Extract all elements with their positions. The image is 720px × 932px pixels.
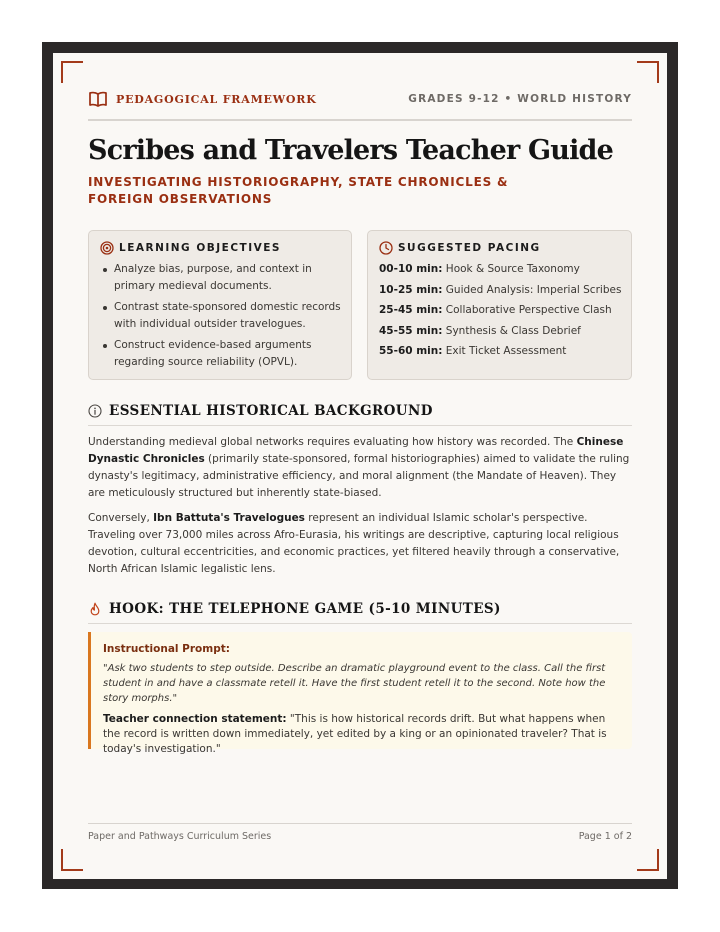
header-divider: [88, 119, 632, 121]
hook-section-header: [88, 601, 632, 624]
page-title: Scribes and Travelers Teacher Guide: [88, 135, 613, 166]
pacing-row: [379, 323, 624, 340]
corner-mark-top-left: [61, 61, 83, 83]
paragraph-text: Understanding medieval global networks requires evaluating how history was recorded. The: [88, 436, 577, 448]
background-section-header: [88, 403, 632, 426]
info-icon: [88, 404, 102, 418]
pacing-activity: Exit Ticket Assessment: [445, 345, 567, 358]
chinese-dynastic-chronicles-term: Chinese Dynastic Chronicles: [88, 436, 624, 465]
hook-section-title: HOOK: THE TELEPHONE GAME (5-10 MINUTES): [109, 601, 501, 617]
pacing-activity: Guided Analysis: Imperial Scribes: [445, 283, 622, 296]
pacing-activity: Hook & Source Taxonomy: [445, 263, 580, 275]
brand: [88, 89, 317, 109]
connection-text: "This is how historical records drift. But what happens when the record is written down immediately, yet edited by a king or an opinionated traveler? That is today's investigation.": [103, 713, 607, 755]
corner-mark-bottom-right: [637, 849, 659, 871]
teacher-connection-statement: [103, 712, 621, 757]
target-icon: [100, 241, 114, 255]
pacing-activity: Collaborative Perspective Clash: [445, 304, 612, 317]
pacing-activity: Synthesis & Class Debrief: [445, 324, 581, 337]
corner-mark-top-right: [637, 61, 659, 83]
paragraph-text: Conversely,: [88, 512, 154, 524]
open-book-icon: [88, 89, 108, 109]
clock-icon: [379, 241, 393, 255]
instructional-prompt-label: Instructional Prompt:: [103, 643, 230, 655]
objectives-list: [100, 261, 345, 375]
document-page: [53, 53, 667, 879]
background-paragraph-1: [88, 434, 632, 502]
learning-objectives-header: [100, 241, 281, 255]
ibn-battuta-travelogues-term: Ibn Battuta's Travelogues: [153, 512, 305, 524]
brand-label: PEDAGOGICAL FRAMEWORK: [116, 92, 317, 106]
pacing-row: [379, 282, 624, 299]
instructional-prompt-box: [88, 632, 632, 755]
pacing-time: 00-10 min:: [379, 263, 443, 275]
pacing-row: [379, 302, 624, 319]
flame-icon: [88, 602, 102, 616]
background-paragraph-2: [88, 510, 632, 578]
page-header: [88, 89, 632, 111]
grade-label: GRADES 9-12 • WORLD HISTORY: [408, 93, 632, 105]
pacing-time: 45-55 min:: [379, 324, 443, 337]
paragraph-text: represent an individual Islamic scholar's perspective. Traveling over 73,000 miles across Afro-Eurasia, his writings are descriptive, capturing local religious devotion, cultural eccentricities, and economic practices, yet filtered heavily through a conservative, North African Islamic legalistic lens.: [88, 512, 620, 575]
pacing-list: [379, 261, 624, 364]
learning-objectives-card: [88, 230, 352, 380]
pacing-time: 55-60 min:: [379, 345, 443, 358]
pacing-row: [379, 343, 624, 360]
corner-mark-bottom-left: [61, 849, 83, 871]
instructional-prompt-quote: "Ask two students to step outside. Describe an dramatic playground event to the class. Call the first student in and have a classmate retell it. Have the first student retell it to the second. Note how the story morphs.": [103, 663, 606, 704]
paragraph-text: (primarily state-sponsored, formal historiographies) aimed to validate the ruling dynasty's legitimacy, administrative efficiency, and moral alignment (the Mandate of Heaven). They are meticulously structured but inherently state-biased.: [88, 453, 630, 499]
pacing-row: [379, 261, 624, 278]
footer-divider: [88, 823, 632, 824]
pacing-time: 25-45 min:: [379, 304, 443, 317]
list-item: Contrast state-sponsored domestic records with individual outsider travelogues.: [100, 299, 345, 333]
connection-label: Teacher connection statement:: [103, 713, 287, 725]
section-divider: [88, 623, 632, 624]
footer-series: Paper and Pathways Curriculum Series: [88, 831, 272, 842]
learning-objectives-title: LEARNING OBJECTIVES: [119, 242, 281, 254]
background-section-title: ESSENTIAL HISTORICAL BACKGROUND: [109, 403, 433, 419]
suggested-pacing-title: SUGGESTED PACING: [398, 242, 541, 254]
suggested-pacing-header: [379, 241, 541, 255]
section-divider: [88, 425, 632, 426]
suggested-pacing-card: [367, 230, 632, 380]
page-number: Page 1 of 2: [578, 831, 632, 842]
list-item: Analyze bias, purpose, and context in primary medieval documents.: [100, 261, 345, 295]
list-item: Construct evidence-based arguments regarding source reliability (OPVL).: [100, 337, 345, 371]
pacing-time: 10-25 min:: [379, 283, 443, 296]
page-subtitle: INVESTIGATING HISTORIOGRAPHY, STATE CHRONICLES & FOREIGN OBSERVATIONS: [88, 175, 509, 206]
